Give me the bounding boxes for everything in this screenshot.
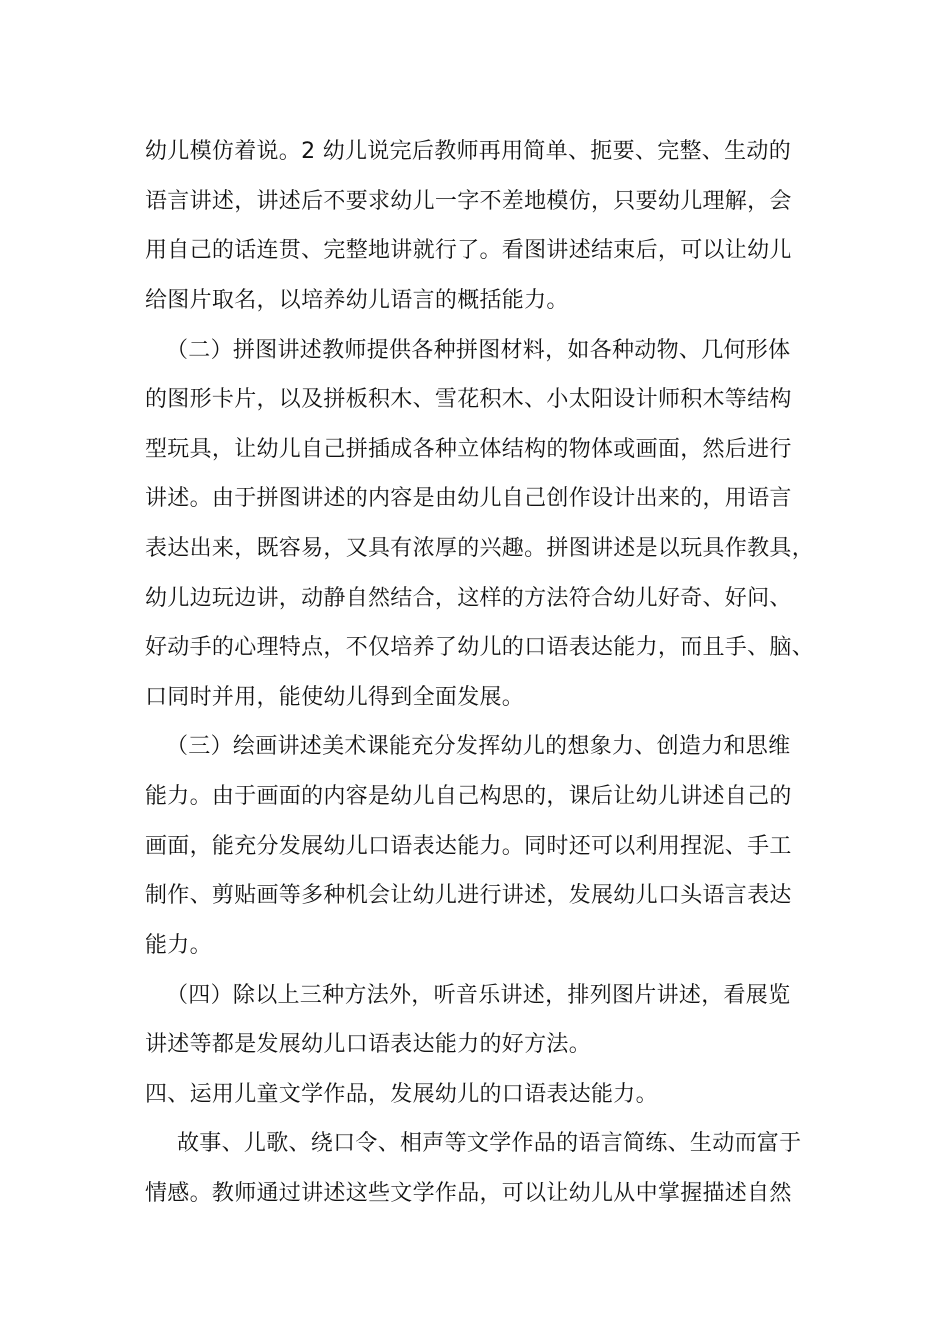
text-line: 语言讲述，讲述后不要求幼儿一字不差地模仿，只要幼儿理解，会 xyxy=(145,189,792,214)
text-line: 表达出来，既容易，又具有浓厚的兴趣。拼图讲述是以玩具作教具， xyxy=(145,536,815,561)
paragraph-start-line: 故事、儿歌、绕口令、相声等文学作品的语言简练、生动而富于 xyxy=(177,1131,802,1156)
text-line: 情感。教师通过讲述这些文学作品，可以让幼儿从中掌握描述自然 xyxy=(145,1181,792,1206)
section-heading: 四、运用儿童文学作品，发展幼儿的口语表达能力。 xyxy=(145,1082,658,1107)
text-line: 型玩具，让幼儿自己拼插成各种立体结构的物体或画面，然后进行 xyxy=(145,437,792,462)
text-line: 画面，能充分发展幼儿口语表达能力。同时还可以利用捏泥、手工 xyxy=(145,834,792,859)
text-line: 幼儿边玩边讲，动静自然结合，这样的方法符合幼儿好奇、好问、 xyxy=(145,586,792,611)
paragraph-start-line: （二）拼图讲述教师提供各种拼图材料，如各种动物、几何形体 xyxy=(166,338,791,363)
text-line: 的图形卡片，以及拼板积木、雪花积木、小太阳设计师积木等结构 xyxy=(145,387,792,412)
text-line: 给图片取名，以培养幼儿语言的概括能力。 xyxy=(145,288,569,313)
text-line: 制作、剪贴画等多种机会让幼儿进行讲述，发展幼儿口头语言表达 xyxy=(145,883,792,908)
text-line: 幼儿模仿着说。2 幼儿说完后教师再用简单、扼要、完整、生动的 xyxy=(145,139,791,164)
paragraph-start-line: （四）除以上三种方法外，听音乐讲述，排列图片讲述，看展览 xyxy=(166,983,791,1008)
text-line: 讲述等都是发展幼儿口语表达能力的好方法。 xyxy=(145,1032,592,1057)
text-line: 讲述。由于拼图讲述的内容是由幼儿自己创作设计出来的，用语言 xyxy=(145,486,792,511)
text-line: 好动手的心理特点，不仅培养了幼儿的口语表达能力，而且手、脑、 xyxy=(145,635,815,660)
text-line: 能力。由于画面的内容是幼儿自己构思的，课后让幼儿讲述自己的 xyxy=(145,784,792,809)
paragraph-start-line: （三）绘画讲述美术课能充分发挥幼儿的想象力、创造力和思维 xyxy=(166,734,791,759)
text-line: 用自己的话连贯、完整地讲就行了。看图讲述结束后，可以让幼儿 xyxy=(145,238,792,263)
text-line: 能力。 xyxy=(145,933,212,958)
text-line: 口同时并用，能使幼儿得到全面发展。 xyxy=(145,685,525,710)
